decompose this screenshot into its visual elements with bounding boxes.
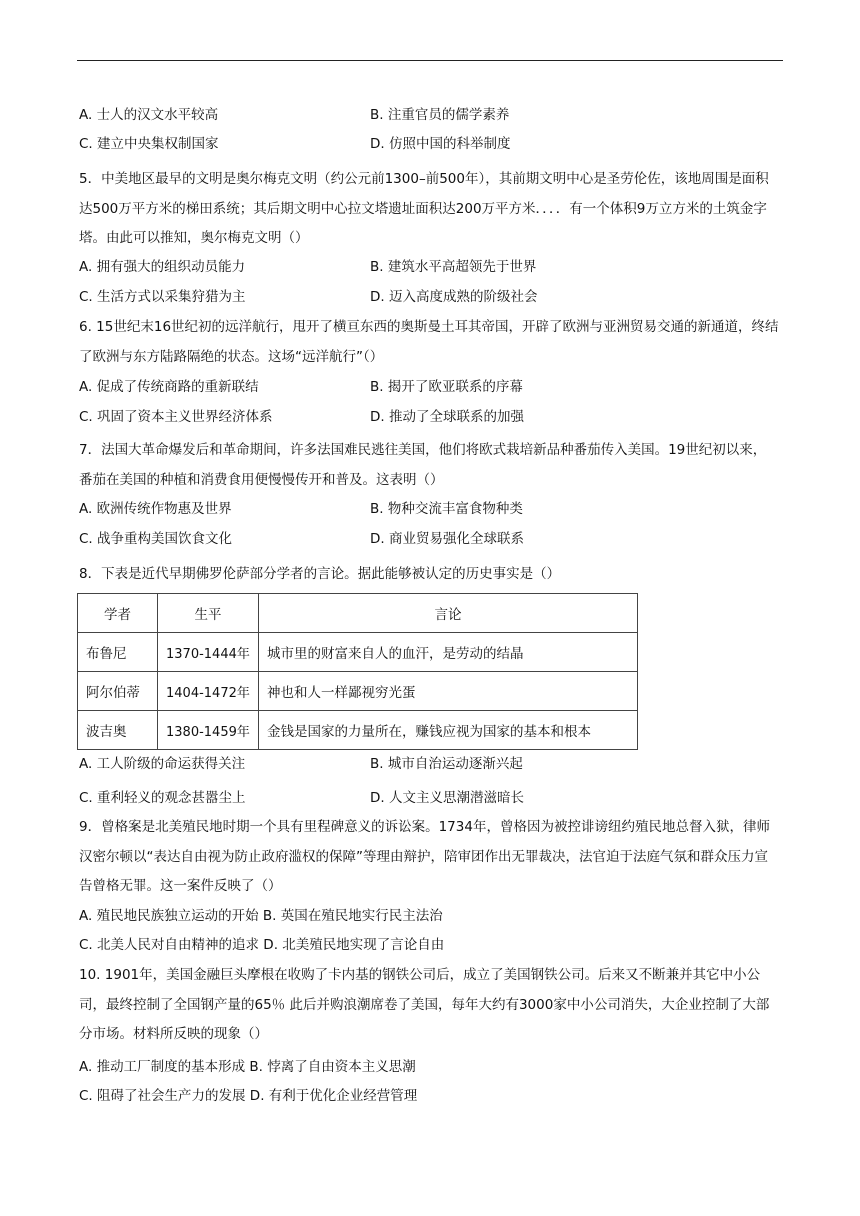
q8-header-quote: 言论: [259, 594, 638, 633]
q8-table: [77, 593, 638, 750]
q8-cell-quote: 城市里的财富来自人的血汗，是劳动的结晶: [259, 633, 638, 672]
q8-stem: 8．下表是近代早期佛罗伦萨部分学者的言论。据此能够被认定的历史事实是（）: [79, 566, 561, 582]
q5-option-d: D. 迈入高度成熟的阶级社会: [370, 289, 538, 305]
q8-table-header-row: [78, 594, 638, 633]
q9-options-line-2: C. 北美人民对自由精神的追求 D. 北美殖民地实现了言论自由: [79, 937, 445, 953]
q8-option-b: B. 城市自治运动逐渐兴起: [370, 756, 523, 772]
q8-cell-life: 1370-1444年: [158, 633, 259, 672]
q5-stem: 5．中美地区最早的文明是奥尔梅克文明（约公元前1300–前500年），其前期文明中心是圣劳伦佐，该地周围是面积达500万平方米的梯田系统；其后期文明中心拉文塔遗址面积达200万平方米．．．．有一个体积9万立方米的土筑金字塔。由此可以推知，奥尔梅克文明（）: [79, 171, 769, 246]
q8-cell-scholar: 阿尔伯蒂: [78, 672, 158, 711]
q7-option-d: D. 商业贸易强化全球联系: [370, 531, 524, 547]
q5-option-b: B. 建筑水平高超领先于世界: [370, 259, 537, 275]
q7-stem: 7．法国大革命爆发后和革命期间，许多法国难民逃往美国，他们将欧式栽培新品种番茄传入美国。19世纪初以来，番茄在美国的种植和消费食用便慢慢传开和普及。这表明（）: [79, 442, 767, 488]
q8-cell-scholar: 布鲁尼: [78, 633, 158, 672]
q5-option-a: A. 拥有强大的组织动员能力: [79, 259, 246, 275]
q6-option-d: D. 推动了全球联系的加强: [370, 409, 524, 425]
q6-stem: 6. 15世纪末16世纪初的远洋航行，甩开了横亘东西的奥斯曼土耳其帝国，开辟了欧洲与亚洲贸易交通的新通道，终结了欧洲与东方陆路隔绝的状态。这场“远洋航行”（）: [79, 319, 779, 365]
q8-option-c: C. 重利轻义的观念甚嚣尘上: [79, 790, 246, 806]
q10-options-line-1: A. 推动工厂制度的基本形成 B. 悖离了自由资本主义思潮: [79, 1059, 416, 1075]
q4-option-a: A. 士人的汉文水平较高: [79, 107, 219, 123]
table-row: [78, 711, 638, 750]
q4-option-c: C. 建立中央集权制国家: [79, 136, 219, 152]
q8-header-scholar: 学者: [78, 594, 158, 633]
q9-options-line-1: A. 殖民地民族独立运动的开始 B. 英国在殖民地实行民主法治: [79, 908, 443, 924]
q8-option-d: D. 人文主义思潮潜滋暗长: [370, 790, 524, 806]
q8-cell-scholar: 波吉奥: [78, 711, 158, 750]
q6-option-c: C. 巩固了资本主义世界经济体系: [79, 409, 273, 425]
q4-option-d: D. 仿照中国的科举制度: [370, 136, 511, 152]
q4-option-b: B. 注重官员的儒学素养: [370, 107, 510, 123]
q7-option-b: B. 物种交流丰富食物种类: [370, 501, 523, 517]
q8-header-life: 生平: [158, 594, 259, 633]
q8-option-a: A. 工人阶级的命运获得关注: [79, 756, 246, 772]
q7-option-c: C. 战争重构美国饮食文化: [79, 531, 233, 547]
q8-cell-life: 1404-1472年: [158, 672, 259, 711]
q8-cell-life: 1380-1459年: [158, 711, 259, 750]
q6-option-b: B. 揭开了欧亚联系的序幕: [370, 379, 523, 395]
q7-option-a: A. 欧洲传统作物惠及世界: [79, 501, 232, 517]
q5-option-c: C. 生活方式以采集狩猎为主: [79, 289, 246, 305]
q10-stem: 10. 1901年，美国金融巨头摩根在收购了卡内基的钢铁公司后，成立了美国钢铁公司。后来又不断兼并其它中小公司，最终控制了全国钢产量的65％ 此后并购浪潮席卷了美国，每年大约有3000家中小公司消失，大企业控制了大部分市场。材料所反映的现象（）: [79, 967, 770, 1042]
q8-cell-quote: 金钱是国家的力量所在，赚钱应视为国家的基本和根本: [259, 711, 638, 750]
q6-option-a: A. 促成了传统商路的重新联结: [79, 379, 259, 395]
q9-stem: 9．曾格案是北美殖民地时期一个具有里程碑意义的诉讼案。1734年，曾格因为被控诽谤纽约殖民地总督入狱，律师汉密尔顿以“表达自由视为防止政府滥权的保障”等理由辩护，陪审团作出无罪裁决，法官迫于法庭气氛和群众压力宣告曾格无罪。这一案件反映了（）: [79, 819, 770, 894]
header-rule: [77, 60, 783, 61]
q8-cell-quote: 神也和人一样鄙视穷光蛋: [259, 672, 638, 711]
table-row: [78, 672, 638, 711]
q10-options-line-2: C. 阻碍了社会生产力的发展 D. 有利于优化企业经营管理: [79, 1088, 418, 1104]
table-row: [78, 633, 638, 672]
